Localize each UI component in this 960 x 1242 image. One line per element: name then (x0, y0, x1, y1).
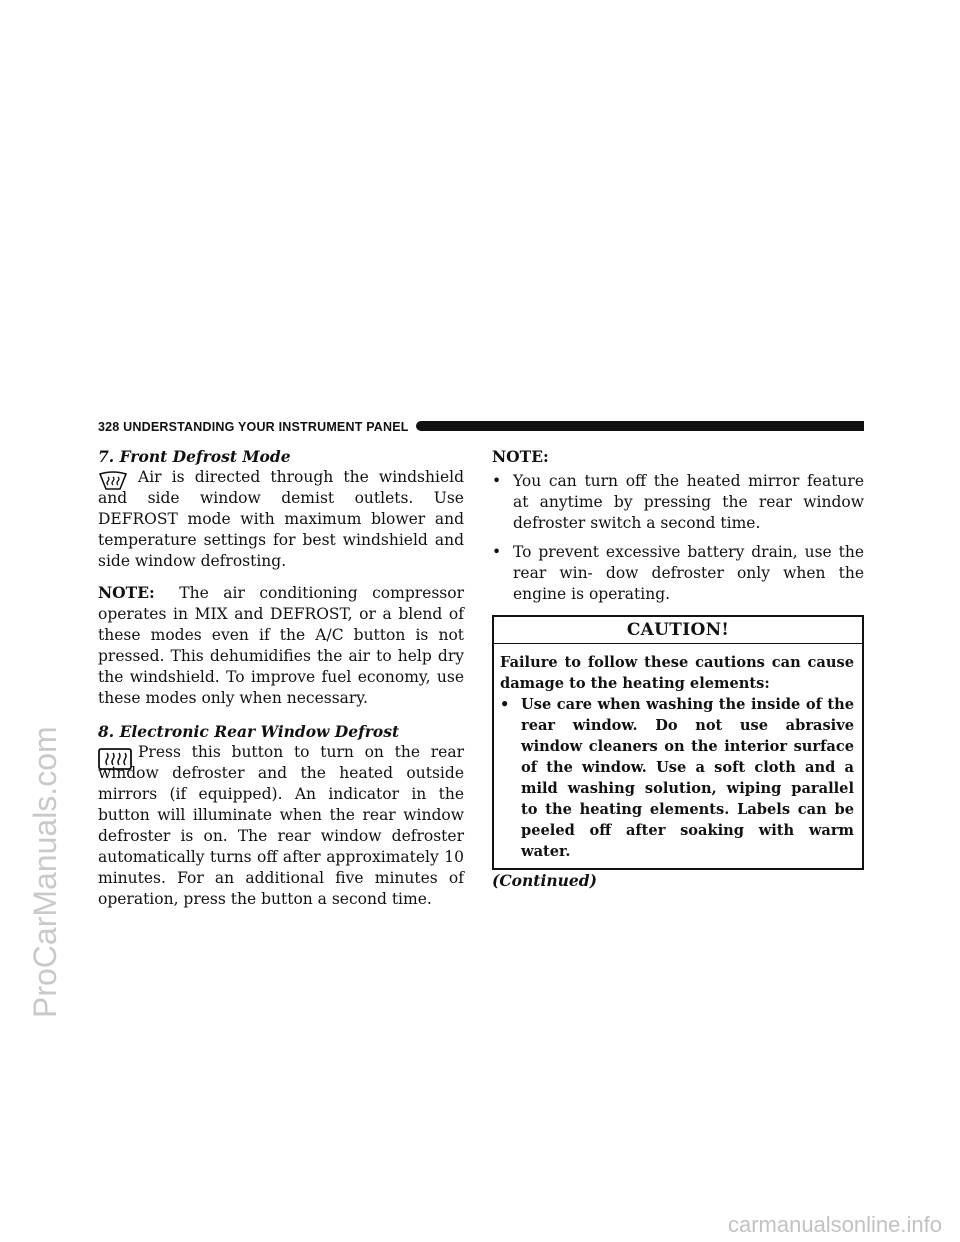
right-note-label: NOTE: (492, 447, 549, 466)
watermark-text: ProCarManuals.com (27, 726, 63, 1018)
bullet: • (492, 543, 502, 561)
front-defrost-icon (98, 471, 128, 499)
note-label: NOTE: (98, 583, 155, 602)
right-column (492, 446, 864, 891)
bullet: • (500, 696, 510, 713)
caution-box (492, 615, 864, 870)
note-item: • You can turn off the heated mirror feature at anytime by pressing the rear window defroster switch a second time. (492, 472, 864, 532)
note-list (492, 471, 864, 605)
bullet: • (492, 472, 502, 490)
note-item: • To prevent excessive battery drain, use the rear win- dow defroster only when the engine is operating. (492, 543, 864, 603)
caution-item: • Use care when washing the inside of the rear window. Do not use abrasive window cleaners on the interior surface of the window. Use a soft cloth and a mild washing solution, wiping parallel to the heating elements. Labels can be peeled off after soaking with warm water. (500, 696, 854, 860)
watermark-graphic (22, 300, 66, 1020)
left-column (98, 446, 464, 910)
continued-label: (Continued) (492, 871, 597, 890)
note-paragraph (98, 582, 464, 709)
section-8-paragraph (98, 742, 464, 910)
section-7-title: 7. Front Defrost Mode (98, 447, 291, 466)
section-7-body: Air is directed through the windshield and side window demist outlets. Use DEFROST mode with maximum blower and temperature settings for best windshield and side window defrosting. (98, 468, 464, 570)
watermark (22, 300, 66, 1020)
header-label (98, 418, 409, 436)
footer-watermark: carmanualsonline.info (727, 1212, 942, 1237)
page-number: 328 (98, 420, 120, 434)
section-8-title: 8. Electronic Rear Window Defrost (98, 722, 400, 741)
page-header (98, 418, 864, 436)
caution-title: CAUTION! (494, 617, 862, 644)
section-7-paragraph (98, 467, 464, 572)
section-title: UNDERSTANDING YOUR INSTRUMENT PANEL (123, 420, 409, 434)
section-8-body: Press this button to turn on the rear window defroster and the heated outside mirrors (if equipped). An indicator in the button will illuminate when the rear window defroster is on. The rear window defroster automatically turns off after approximately 10 minutes. For an additional five minutes of operation, press the button a second time. (98, 743, 464, 908)
note-body: The air conditioning compressor operates in MIX and DEFROST, or a blend of these modes even if the A/C button is not pressed. This dehumidifies the air to help dry the windshield. To improve fuel economy, use these modes only when necessary. (98, 584, 464, 707)
caution-body (494, 644, 862, 862)
rear-defrost-icon (98, 748, 132, 776)
header-bar (416, 421, 864, 431)
caution-list (500, 694, 854, 862)
caution-intro: Failure to follow these cautions can cause damage to the heating elements: (500, 654, 854, 692)
